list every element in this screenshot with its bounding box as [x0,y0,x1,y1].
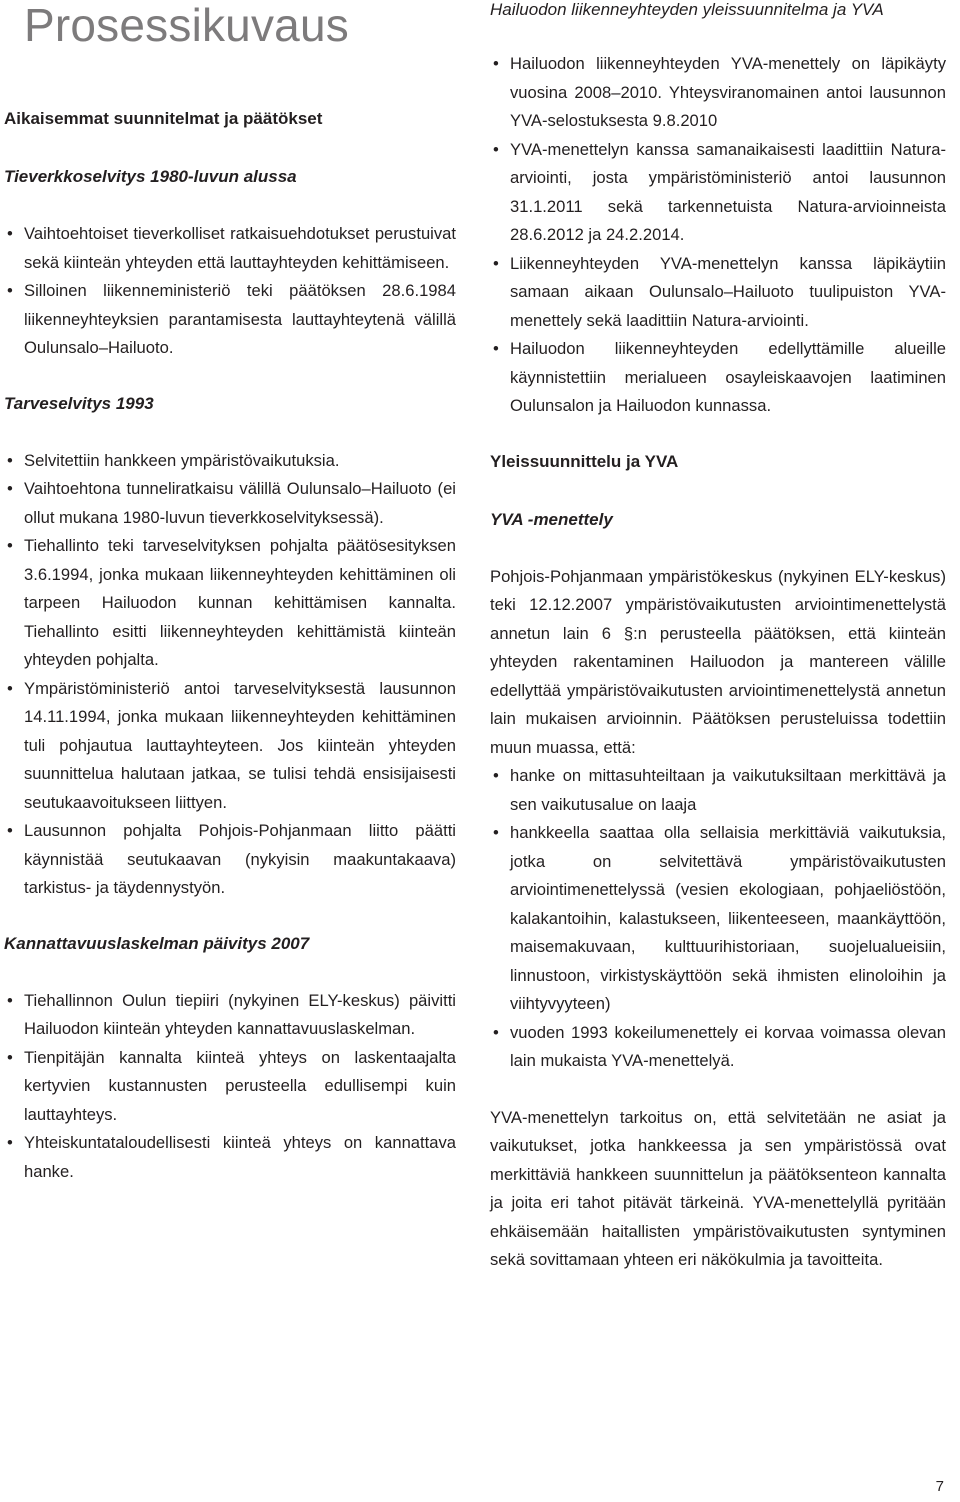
list-item: • Vaihtoehtona tunneliratkaisu välillä Oulunsalo–Hailuoto (ei ollut mukana 1980-luvun tieverkkoselvityksessä). [4,475,456,532]
left-column [4,104,456,1186]
bullet-list [4,987,456,1187]
running-header: Hailuodon liikenneyhteyden yleissuunnitelma ja YVA [490,0,884,19]
subsection-title: Tieverkkoselvitys 1980-luvun alussa [4,167,297,186]
list-item: • YVA-menettelyn kanssa samanaikaisesti laadittiin Natura-arviointi, josta ympäristöministeriö antoi lausunnon 31.1.2011 sekä tarkennetuista Natura-arvioinneista 28.6.2012 ja 24.2.2014. [490,136,946,250]
list-item: • Tienpitäjän kannalta kiinteä yhteys on laskentaajalta kertyvien kustannusten perusteella edullisempi kuin lauttayhteys. [4,1044,456,1130]
section-heading: Yleissuunnittelu ja YVA [490,451,679,471]
list-item: • Lausunnon pohjalta Pohjois-Pohjanmaan liitto päätti käynnistää seutukaavan (nykyisin maakuntakaava) tarkistus- ja täydennystyön. [4,817,456,903]
list-item: • Liikenneyhteyden YVA-menettelyn kanssa läpikäytiin samaan aikaan Oulunsalo–Hailuoto tuulipuiston YVA-menettely sekä laadittiin Natura-arviointi. [490,250,946,336]
list-item: • Tiehallinnon Oulun tiepiiri (nykyinen ELY-keskus) päivitti Hailuodon kiinteän yhteyden kannattavuuslaskelman. [4,987,456,1044]
paragraph: YVA-menettelyn tarkoitus on, että selvitetään ne asiat ja vaikutukset, jotka hankkeessa ja sen ympäristössä ovat merkittäviä hankkeen suunnittelun ja päätöksenteon kannalta ja joita eri tahot pitävät tärkeinä. YVA-menettelyllä pyritään ehkäisemään haitallisten ympäristövaikutusten syntyminen sekä sovittamaan yhteen eri näkökulmia ja tavoitteita. [490,1107,946,1269]
list-item: • hankkeella saattaa olla sellaisia merkittäviä vaikutuksia, jotka on selvitettävä ympäristövaikutusten arviointimenettelyssä (vesien ekologiaan, pohjaeliöstöön, kalakantoihin, kalastukseen, liikenteeseen, maankäyttöön, maisemakuvaan, kulttuurihistoriaan, suojelualueisiin, linnustoon, virkistyskäyttöön sekä ihmisten elinoloihin ja viihtyvyyteen) [490,819,946,1019]
bullet-list [490,762,946,1076]
list-item: • Silloinen liikenneministeriö teki päätöksen 28.6.1984 liikenneyhteyksien parantamisesta lauttayhteytenä välillä Oulunsalo–Hailuoto. [4,277,456,363]
bullet-list [4,220,456,363]
list-item: • Vaihtoehtoiset tieverkolliset ratkaisuehdotukset perustuivat sekä kiinteän yhteyden että lauttayhteyden kehittämiseen. [4,220,456,277]
list-item: • Tiehallinto teki tarveselvityksen pohjalta päätösesityksen 3.6.1994, jonka mukaan liikenneyhteyden kehittäminen oli tarpeen Hailuodon kunnan kehittämisen kannalta. Tiehallinto esitti liikenneyhteyden kehittämistä kiinteän yhteyden pohjalta. [4,532,456,675]
paragraph: Pohjois-Pohjanmaan ympäristökeskus (nykyinen ELY-keskus) teki 12.12.2007 ympäristövaikutusten arviointimenettelystä annetun lain 6 §:n perusteella päätöksen, että kiinteän yhteyden rakentaminen Hailuodon ja mantereen välille edellyttää ympäristövaikutusten arviointimenettelystä annetun lain mukaisen arvioinnin. Päätöksen perusteluissa todettiin muun muassa, että: [490,566,946,757]
subsection-title: Tarveselvitys 1993 [4,393,154,413]
page-number: 7 [935,1478,944,1495]
list-item: • Hailuodon liikenneyhteyden YVA-menettely on läpikäyty vuosina 2008–2010. Yhteysviranomainen antoi lausunnon YVA-selostuksesta 9.8.2010 [490,50,946,136]
bullet-list [4,447,456,903]
subsection-title: Kannattavuuslaskelman päivitys 2007 [4,933,310,953]
bullet-list [490,50,946,421]
list-item: • Yhteiskuntataloudellisesti kiinteä yhteys on kannattava hanke. [4,1129,456,1186]
list-item: • Hailuodon liikenneyhteyden edellyttämille alueille käynnistettiin merialueen osayleiskaavojen laatiminen Oulunsalon ja Hailuodon kunnassa. [490,335,946,421]
section-heading: Aikaisemmat suunnitelmat ja päätökset [4,109,323,128]
list-item: • Ympäristöministeriö antoi tarveselvityksestä lausunnon 14.11.1994, jonka mukaan liikenneyhteyden kehittäminen tuli pohjautua lauttayhteyteen. Jos kiinteän yhteyden suunnittelua halutaan jatkaa, se tulisi tehdä ensisijaisesti seutukaavoitukseen liittyen. [4,675,456,818]
page-title: Prosessikuvaus [24,0,349,51]
list-item: • Selvitettiin hankkeen ympäristövaikutuksia. [4,447,456,476]
subsection-title: YVA -menettely [490,509,613,529]
list-item: • vuoden 1993 kokeilumenettely ei korvaa voimassa olevan lain mukaista YVA-menettelyä. [490,1019,946,1076]
right-column [490,50,946,1275]
list-item: • hanke on mittasuhteiltaan ja vaikutuksiltaan merkittävä ja sen vaikutusalue on laaja [490,762,946,819]
